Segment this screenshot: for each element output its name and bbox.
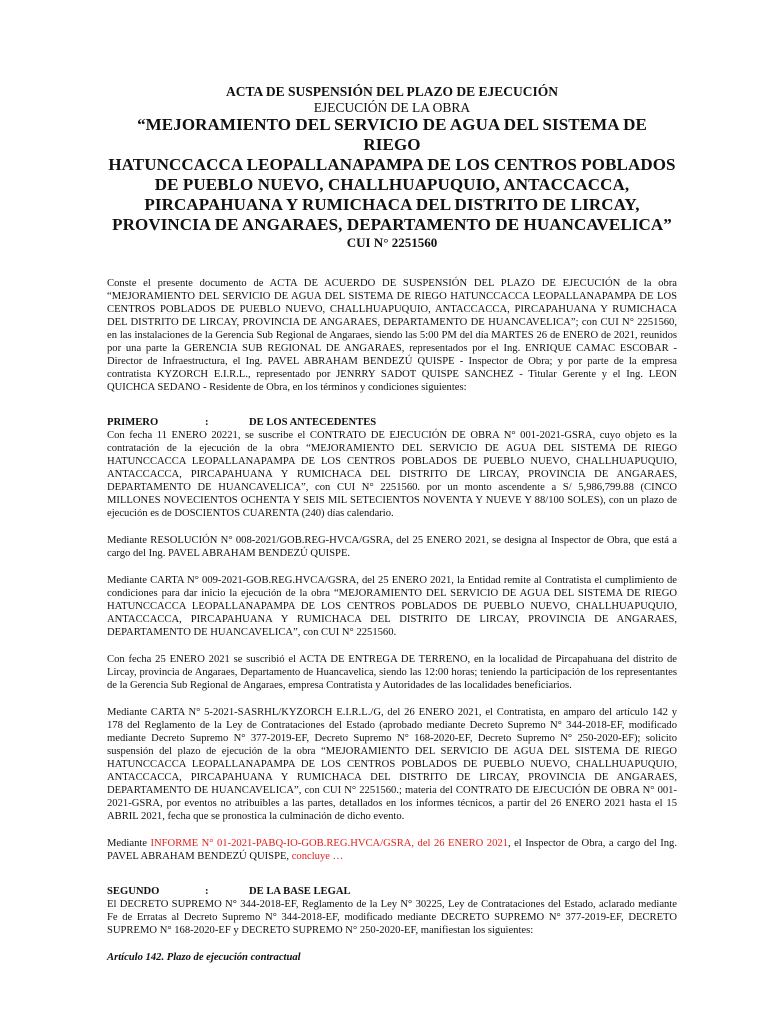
antecedent-paragraph-informe [107,837,677,863]
section-heading-primero [107,416,677,429]
document-page [107,84,677,964]
antecedent-paragraph: Con fecha 11 ENERO 20221, se suscribe el CONTRATO DE EJECUCIÓN DE OBRA N° 001-2021-GSRA, cuyo objeto es la contratación de la ejecución de la obra “MEJORAMIENTO DEL SERVICIO DE AGUA DEL SISTEMA DE RIEGO HATUNCCACCA LEOPALLANAPAMPA DE LOS CENTROS POBLADOS DE PUEBLO NUEVO, CHALLHUAPUQUIO, ANTACCACCA, PIRCAPAHUANA Y RUMICHACA DEL DISTRITO DE LIRCAY, PROVINCIA DE ANGARAES, DEPARTAMENTO DE HUANCAVELICA”, con CUI N° 2251560. por un monto ascendente a S/ 5,986,799.88 (CINCO MILLONES NOVECIENTOS OCHENTA Y SEIS MIL SETECIENTOS NOVENTA Y NUEVE Y 88/100 SOLES), con un plazo de ejecución es de DOSCIENTOS CUARENTA (240) días calendario. [107,430,677,519]
informe-middle: , el Inspector de Obra, a cargo del Ing. PAVEL ABRAHAM BENDEZÚ QUISPE, [107,838,677,862]
project-name-line: HATUNCCACCA LEOPALLANAPAMPA DE LOS CENTROS POBLADOS [108,155,676,174]
informe-reference: INFORME N° 01-2021-PABQ-IO-GOB.REG.HVCA/GSRA, del 26 ENERO 2021 [150,838,508,849]
document-header [107,84,677,251]
antecedent-paragraph: Mediante CARTA N° 009-2021-GOB.REG.HVCA/GSRA, del 25 ENERO 2021, la Entidad remite al Contratista el cumplimiento de condiciones para dar inicio la ejecución de la obra “MEJORAMIENTO DEL SERVICIO DE AGUA DEL SISTEMA DE RIEGO HATUNCCACCA LEOPALLANAPAMPA DE LOS CENTROS POBLADOS DE PUEBLO NUEVO, CHALLHUAPUQUIO, ANTACCACCA, PIRCAPAHUANA Y RUMICHACA DEL DISTRITO DE LIRCAY, PROVINCIA DE ANGARAES, DEPARTAMENTO DE HUANCAVELICA”, con CUI N° 2251560. [107,575,677,638]
intro-paragraph: Conste el presente documento de ACTA DE ACUERDO DE SUSPENSIÓN DEL PLAZO DE EJECUCIÓN de la obra “MEJORAMIENTO DEL SERVICIO DE AGUA DEL SISTEMA DE RIEGO HATUNCCACCA LEOPALLANAPAMPA DE LOS CENTROS POBLADOS DE PUEBLO NUEVO, CHALLHUAPUQUIO, ANTACCACCA, PIRCAPAHUANA Y RUMICHACA DEL DISTRITO DE LIRCAY, PROVINCIA DE ANGARAES, DEPARTAMENTO DE HUANCAVELICA”; con CUI N° 2251560, en las instalaciones de la Gerencia Sub Regional de Angaraes, siendo las 5:00 PM del día MARTES 26 de ENERO de 2021, reunidos por una parte la GERENCIA SUB REGIONAL DE ANGARAES, representados por el Ing. ENRIQUE CAMAC ESCOBAR - Director de Infraestructura, el Ing. PAVEL ABRAHAM BENDEZÚ QUISPE - Inspector de Obra; y por parte de la empresa contratista KYZORCH E.I.R.L., representado por JENRRY SADOT QUISPE SANCHEZ - Titular Gerente y el Ing. LEON QUICHCA SEDANO - Residente de Obra, en los términos y condiciones siguientes: [107,278,677,393]
section-title: DE LA BASE LEGAL [249,886,351,897]
article-heading: Artículo 142. Plazo de ejecución contractual [107,952,301,963]
section-colon: : [205,417,209,428]
cui-code: CUI N° 2251560 [346,235,438,250]
informe-prefix: Mediante [107,838,151,849]
section-title: DE LOS ANTECEDENTES [249,417,377,428]
antecedent-paragraph: Con fecha 25 ENERO 2021 se suscribió el ACTA DE ENTREGA DE TERRENO, en la localidad de Pircapahuana del distrito de Lircay, provincia de Angaraes, Departamento de Huancavelica, siendo las 12:00 horas; teniendo la participación de los representantes de la Gerencia Sub Regional de Angaraes, empresa Contratista y Autoridades de las localidades beneficiarios. [107,654,677,691]
section-label: SEGUNDO [107,886,160,897]
antecedent-paragraph: Mediante RESOLUCIÓN N° 008-2021/GOB.REG-HVCA/GSRA, del 25 ENERO 2021, se designa al Inspector de Obra, que está a cargo del Ing. PAVEL ABRAHAM BENDEZÚ QUISPE. [107,535,677,559]
section-heading-segundo [107,885,677,898]
project-name-line: DE PUEBLO NUEVO, CHALLHUAPUQUIO, ANTACCACCA, [154,175,630,194]
project-name-line: “MEJORAMIENTO DEL SERVICIO DE AGUA DEL SISTEMA DE RIEGO [137,115,647,154]
document-title: ACTA DE SUSPENSIÓN DEL PLAZO DE EJECUCIÓN [225,84,559,99]
informe-conclusion: concluye … [291,851,344,862]
section-colon: : [205,886,209,897]
antecedent-paragraph: Mediante CARTA N° 5-2021-SASRHL/KYZORCH E.I.R.L./G, del 26 ENERO 2021, el Contratista, en amparo del artículo 142 y 178 del Reglamento de la Ley de Contrataciones del Estado (aprobado mediante Decreto Supremo N° 344-2018-EF, modificado mediante Decreto Supremo N° 377-2019-EF, Decreto Supremo N° 168-2020-EF, Decreto Supremo N° 250-2020-EF); solicito suspensión del plazo de ejecución de la obra “MEJORAMIENTO DEL SERVICIO DE AGUA DEL SISTEMA DE RIEGO HATUNCCACCA LEOPALLANAPAMPA DE LOS CENTROS POBLADOS DE PUEBLO NUEVO, CHALLHUAPUQUIO, ANTACCACCA, PIRCAPAHUANA Y RUMICHACA DEL DISTRITO DE LIRCAY, PROVINCIA DE ANGARAES, DEPARTAMENTO DE HUANCAVELICA”, con CUI N° 2251560.; materia del CONTRATO DE EJECUCIÓN DE OBRA N° 001-2021-GSRA, por eventos no atribuibles a las partes, detallados en los informes técnicos, a partir del 26 ENERO 2021 hasta el 15 ABRIL 2021, fecha que se pronostica la culminación de dicho evento. [107,707,677,822]
project-name-line: PROVINCIA DE ANGARAES, DEPARTAMENTO DE HUANCAVELICA” [112,215,672,234]
section-label: PRIMERO [107,417,159,428]
project-name-line: PIRCAPAHUANA Y RUMICHACA DEL DISTRITO DE LIRCAY, [144,195,640,214]
document-subtitle: EJECUCIÓN DE LA OBRA [313,100,471,115]
legal-basis-paragraph: El DECRETO SUPREMO N° 344-2018-EF, Reglamento de la Ley N° 30225, Ley de Contrataciones del Estado, aclarado mediante Fe de Erratas al Decreto Supremo N° 344-2018-EF, modificado mediante DECRETO SUPREMO N° 377-2019-EF, DECRETO SUPREMO N° 168-2020-EF y DECRETO SUPREMO N° 250-2020-EF, manifiestan los siguientes: [107,899,677,936]
